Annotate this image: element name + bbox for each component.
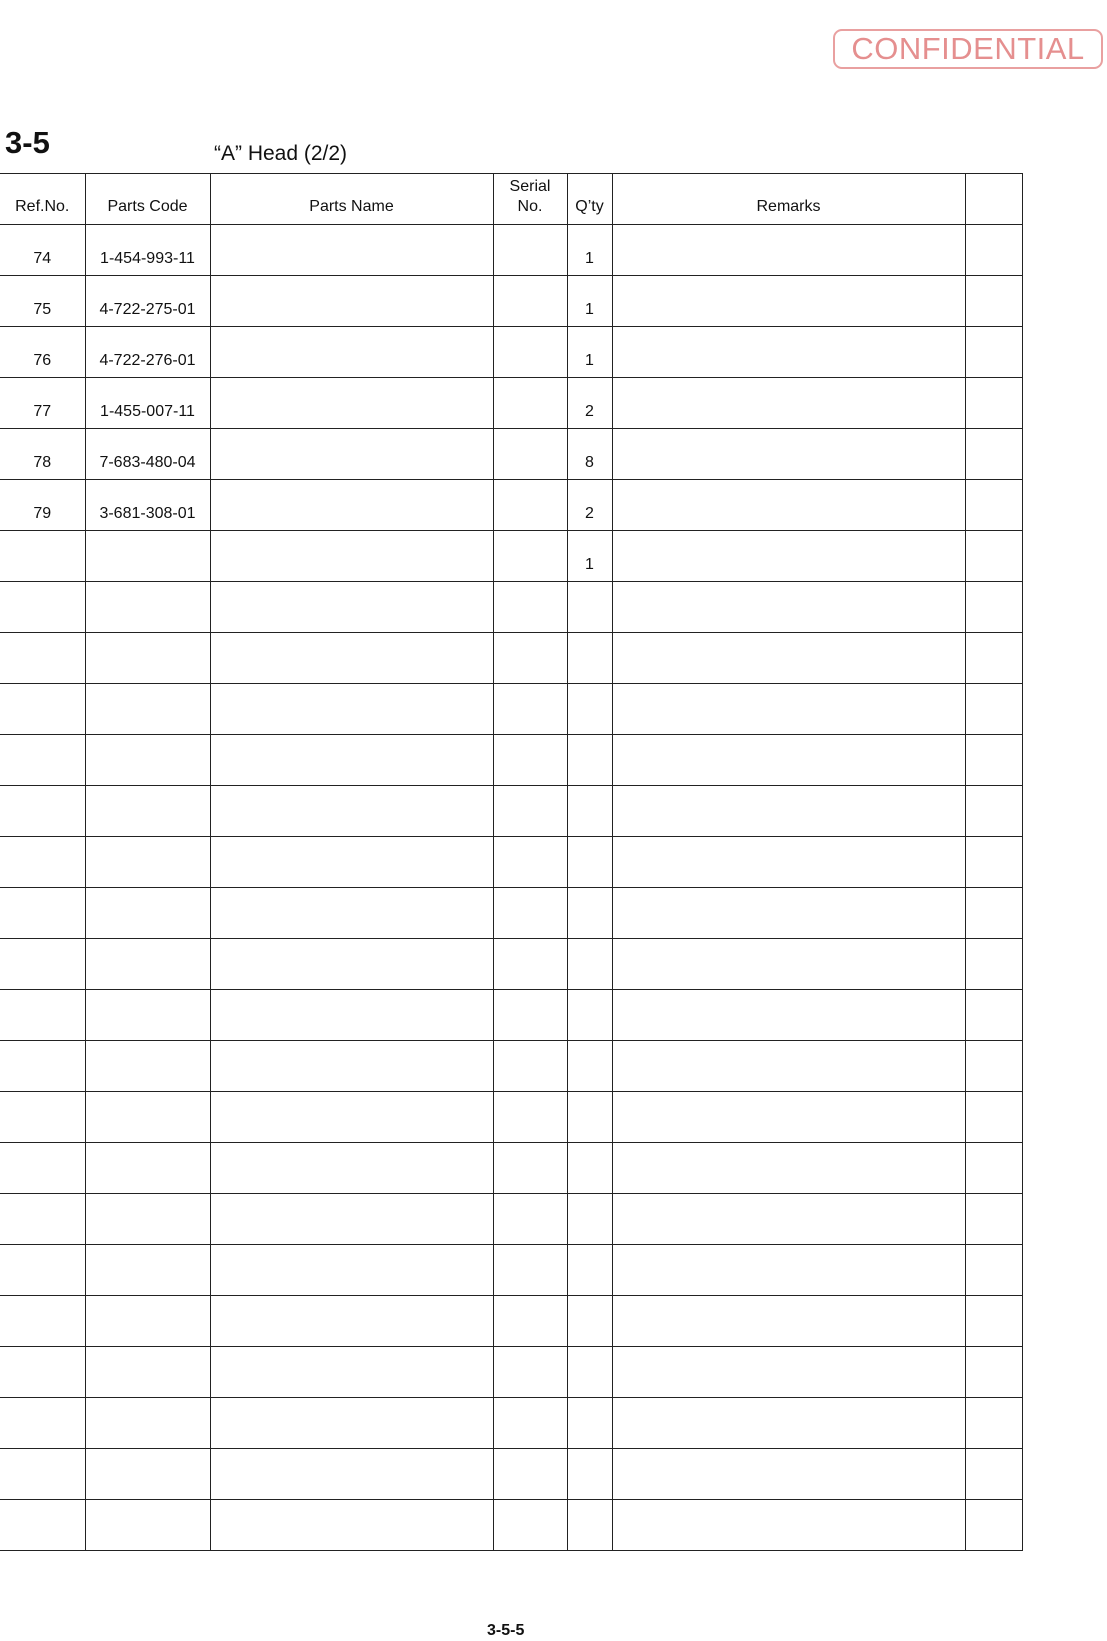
cell-parts-name	[210, 837, 493, 888]
cell-extra	[965, 1041, 1022, 1092]
cell-ref-no	[0, 990, 85, 1041]
cell-ref-no	[0, 786, 85, 837]
cell-qty: 8	[567, 429, 612, 480]
cell-parts-name	[210, 1245, 493, 1296]
cell-remarks	[612, 786, 965, 837]
cell-qty	[567, 786, 612, 837]
cell-remarks	[612, 939, 965, 990]
cell-ref-no	[0, 888, 85, 939]
cell-remarks	[612, 1041, 965, 1092]
cell-extra	[965, 582, 1022, 633]
cell-qty	[567, 939, 612, 990]
cell-ref-no: 76	[0, 327, 85, 378]
cell-remarks	[612, 1347, 965, 1398]
cell-parts-name	[210, 480, 493, 531]
cell-serial-no	[493, 378, 567, 429]
table-row	[0, 378, 1022, 429]
cell-serial-no	[493, 1296, 567, 1347]
cell-parts-name	[210, 1347, 493, 1398]
cell-remarks	[612, 1296, 965, 1347]
cell-qty	[567, 1041, 612, 1092]
cell-serial-no	[493, 1500, 567, 1551]
cell-parts-name	[210, 1500, 493, 1551]
table-body	[0, 225, 1022, 1551]
table-row	[0, 735, 1022, 786]
cell-serial-no	[493, 633, 567, 684]
cell-extra	[965, 276, 1022, 327]
cell-parts-code	[85, 786, 210, 837]
cell-serial-no	[493, 582, 567, 633]
table-row	[0, 1500, 1022, 1551]
table-row	[0, 837, 1022, 888]
table-row	[0, 327, 1022, 378]
cell-ref-no	[0, 939, 85, 990]
cell-qty: 1	[567, 276, 612, 327]
cell-qty	[567, 735, 612, 786]
cell-parts-code	[85, 735, 210, 786]
cell-qty: 1	[567, 225, 612, 276]
cell-parts-name	[210, 888, 493, 939]
cell-ref-no	[0, 1449, 85, 1500]
cell-parts-code	[85, 1194, 210, 1245]
cell-remarks	[612, 225, 965, 276]
cell-qty	[567, 1449, 612, 1500]
cell-qty	[567, 1245, 612, 1296]
cell-remarks	[612, 1449, 965, 1500]
table-row	[0, 1194, 1022, 1245]
cell-extra	[965, 786, 1022, 837]
cell-extra	[965, 1092, 1022, 1143]
cell-ref-no	[0, 1092, 85, 1143]
cell-ref-no: 77	[0, 378, 85, 429]
cell-parts-code	[85, 633, 210, 684]
cell-parts-code	[85, 1245, 210, 1296]
table-row	[0, 786, 1022, 837]
cell-remarks	[612, 1245, 965, 1296]
cell-extra	[965, 1194, 1022, 1245]
cell-serial-no	[493, 990, 567, 1041]
cell-parts-name	[210, 786, 493, 837]
cell-parts-name	[210, 633, 493, 684]
page-number: 3-5-5	[487, 1622, 525, 1639]
cell-extra	[965, 225, 1022, 276]
cell-extra	[965, 684, 1022, 735]
cell-serial-no	[493, 1041, 567, 1092]
cell-extra	[965, 1143, 1022, 1194]
cell-ref-no	[0, 1194, 85, 1245]
cell-qty	[567, 1398, 612, 1449]
cell-serial-no	[493, 1347, 567, 1398]
cell-parts-name	[210, 1449, 493, 1500]
cell-qty	[567, 1500, 612, 1551]
cell-parts-name	[210, 1143, 493, 1194]
cell-parts-code	[85, 837, 210, 888]
cell-remarks	[612, 1143, 965, 1194]
table-row	[0, 1296, 1022, 1347]
cell-ref-no	[0, 1500, 85, 1551]
cell-parts-code: 4-722-276-01	[85, 327, 210, 378]
cell-parts-code	[85, 1500, 210, 1551]
cell-remarks	[612, 1092, 965, 1143]
cell-ref-no	[0, 1347, 85, 1398]
cell-serial-no	[493, 276, 567, 327]
section-number: 3-5	[5, 125, 50, 160]
cell-ref-no: 79	[0, 480, 85, 531]
cell-parts-code	[85, 531, 210, 582]
cell-serial-no	[493, 939, 567, 990]
cell-ref-no: 74	[0, 225, 85, 276]
cell-extra	[965, 378, 1022, 429]
cell-parts-name	[210, 1296, 493, 1347]
cell-extra	[965, 429, 1022, 480]
col-header-ref: Ref.No.	[0, 174, 85, 225]
col-header-serial-no	[493, 174, 567, 225]
cell-parts-code: 3-681-308-01	[85, 480, 210, 531]
table-row	[0, 582, 1022, 633]
cell-extra	[965, 837, 1022, 888]
cell-qty	[567, 582, 612, 633]
cell-serial-no	[493, 837, 567, 888]
col-header-extra	[965, 174, 1022, 225]
table-header-row	[0, 174, 1022, 225]
cell-parts-name	[210, 990, 493, 1041]
cell-qty: 2	[567, 378, 612, 429]
cell-remarks	[612, 888, 965, 939]
cell-parts-code	[85, 1296, 210, 1347]
cell-parts-name	[210, 939, 493, 990]
table-row	[0, 1449, 1022, 1500]
cell-parts-code	[85, 684, 210, 735]
col-header-serial-top: Serial	[509, 178, 551, 195]
cell-serial-no	[493, 888, 567, 939]
cell-serial-no	[493, 684, 567, 735]
cell-extra	[965, 327, 1022, 378]
table-row	[0, 990, 1022, 1041]
table-row	[0, 888, 1022, 939]
table-row	[0, 531, 1022, 582]
cell-remarks	[612, 1194, 965, 1245]
cell-parts-code: 4-722-275-01	[85, 276, 210, 327]
cell-parts-name	[210, 735, 493, 786]
table-row	[0, 429, 1022, 480]
col-header-serial-bottom: No.	[517, 198, 543, 215]
cell-extra	[965, 1347, 1022, 1398]
cell-parts-code	[85, 1398, 210, 1449]
cell-qty: 1	[567, 531, 612, 582]
table-row	[0, 1041, 1022, 1092]
cell-ref-no	[0, 1245, 85, 1296]
cell-extra	[965, 939, 1022, 990]
cell-extra	[965, 1449, 1022, 1500]
cell-extra	[965, 480, 1022, 531]
cell-serial-no	[493, 1092, 567, 1143]
table-row	[0, 684, 1022, 735]
cell-remarks	[612, 429, 965, 480]
table-row	[0, 480, 1022, 531]
table-row	[0, 1092, 1022, 1143]
cell-ref-no	[0, 1398, 85, 1449]
cell-parts-name	[210, 429, 493, 480]
cell-parts-code	[85, 939, 210, 990]
cell-extra	[965, 1398, 1022, 1449]
cell-parts-code	[85, 990, 210, 1041]
cell-ref-no	[0, 633, 85, 684]
cell-parts-code	[85, 1143, 210, 1194]
cell-serial-no	[493, 1245, 567, 1296]
col-header-parts-name: Parts Name	[210, 174, 493, 225]
cell-parts-name	[210, 1092, 493, 1143]
table-row	[0, 1347, 1022, 1398]
cell-parts-code	[85, 1449, 210, 1500]
cell-qty	[567, 1143, 612, 1194]
cell-ref-no	[0, 1296, 85, 1347]
section-title: “A” Head (2/2)	[214, 142, 348, 165]
cell-qty: 2	[567, 480, 612, 531]
cell-parts-name	[210, 1194, 493, 1245]
cell-remarks	[612, 1398, 965, 1449]
cell-parts-name	[210, 225, 493, 276]
cell-parts-code: 7-683-480-04	[85, 429, 210, 480]
cell-parts-name	[210, 1041, 493, 1092]
cell-ref-no	[0, 837, 85, 888]
cell-serial-no	[493, 1143, 567, 1194]
cell-serial-no	[493, 1398, 567, 1449]
cell-remarks	[612, 1500, 965, 1551]
cell-ref-no	[0, 582, 85, 633]
cell-parts-code	[85, 1092, 210, 1143]
cell-extra	[965, 1500, 1022, 1551]
cell-serial-no	[493, 429, 567, 480]
col-header-qty: Q’ty	[567, 174, 612, 225]
cell-remarks	[612, 735, 965, 786]
cell-parts-name	[210, 582, 493, 633]
cell-parts-code	[85, 1347, 210, 1398]
cell-ref-no	[0, 1143, 85, 1194]
cell-parts-name	[210, 684, 493, 735]
cell-parts-code	[85, 888, 210, 939]
cell-qty	[567, 1296, 612, 1347]
cell-serial-no	[493, 225, 567, 276]
cell-parts-code: 1-454-993-11	[85, 225, 210, 276]
cell-remarks	[612, 378, 965, 429]
col-header-remarks: Remarks	[612, 174, 965, 225]
cell-serial-no	[493, 786, 567, 837]
cell-remarks	[612, 480, 965, 531]
cell-qty	[567, 990, 612, 1041]
confidential-stamp: CONFIDENTIAL	[833, 29, 1103, 69]
cell-qty	[567, 684, 612, 735]
cell-qty	[567, 837, 612, 888]
cell-serial-no	[493, 327, 567, 378]
cell-parts-code	[85, 1041, 210, 1092]
cell-extra	[965, 1245, 1022, 1296]
cell-parts-code: 1-455-007-11	[85, 378, 210, 429]
cell-ref-no: 75	[0, 276, 85, 327]
cell-parts-code	[85, 582, 210, 633]
parts-table	[0, 173, 1023, 1551]
cell-ref-no	[0, 684, 85, 735]
cell-parts-name	[210, 1398, 493, 1449]
col-header-parts-code: Parts Code	[85, 174, 210, 225]
cell-remarks	[612, 582, 965, 633]
cell-qty	[567, 1194, 612, 1245]
table-row	[0, 1143, 1022, 1194]
cell-remarks	[612, 531, 965, 582]
cell-extra	[965, 531, 1022, 582]
cell-extra	[965, 1296, 1022, 1347]
cell-extra	[965, 633, 1022, 684]
cell-extra	[965, 735, 1022, 786]
cell-ref-no: 78	[0, 429, 85, 480]
cell-parts-name	[210, 378, 493, 429]
cell-ref-no	[0, 531, 85, 582]
cell-remarks	[612, 684, 965, 735]
cell-parts-name	[210, 327, 493, 378]
cell-remarks	[612, 633, 965, 684]
cell-parts-name	[210, 276, 493, 327]
cell-serial-no	[493, 735, 567, 786]
cell-remarks	[612, 990, 965, 1041]
cell-qty	[567, 888, 612, 939]
cell-serial-no	[493, 531, 567, 582]
table-row	[0, 276, 1022, 327]
table-row	[0, 225, 1022, 276]
table-row	[0, 1398, 1022, 1449]
cell-remarks	[612, 837, 965, 888]
cell-remarks	[612, 276, 965, 327]
table-row	[0, 939, 1022, 990]
cell-serial-no	[493, 480, 567, 531]
cell-qty: 1	[567, 327, 612, 378]
cell-parts-name	[210, 531, 493, 582]
cell-extra	[965, 990, 1022, 1041]
cell-ref-no	[0, 735, 85, 786]
table-row	[0, 1245, 1022, 1296]
cell-remarks	[612, 327, 965, 378]
table-row	[0, 633, 1022, 684]
cell-qty	[567, 1092, 612, 1143]
cell-qty	[567, 1347, 612, 1398]
cell-serial-no	[493, 1449, 567, 1500]
cell-serial-no	[493, 1194, 567, 1245]
cell-ref-no	[0, 1041, 85, 1092]
cell-qty	[567, 633, 612, 684]
cell-extra	[965, 888, 1022, 939]
